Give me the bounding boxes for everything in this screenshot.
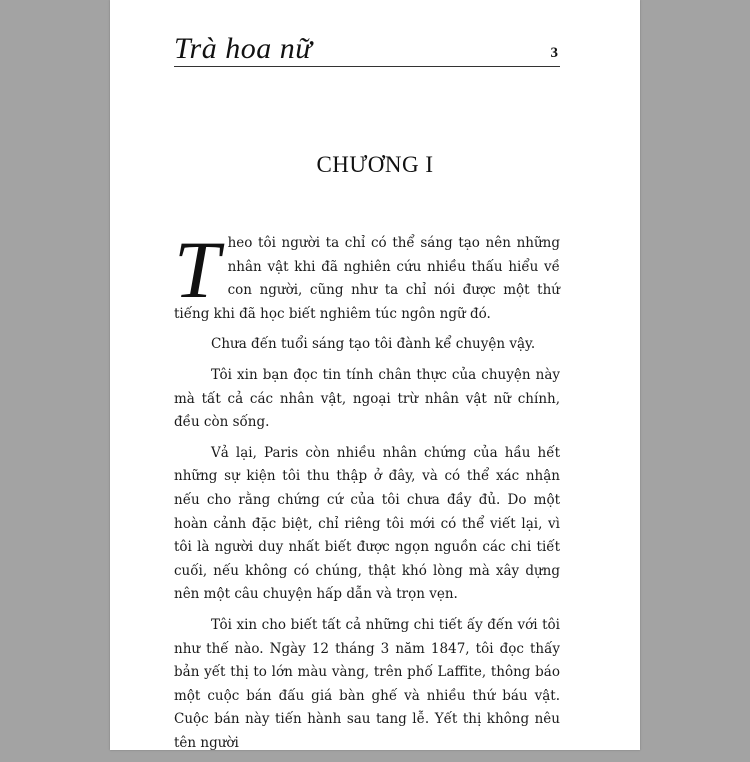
- book-title: Trà hoa nữ: [174, 32, 313, 65]
- paragraph-3: Tôi xin bạn đọc tin tính chân thực của chuyện này mà tất cả các nhân vật, ngoại trừ nhân vật nữ chính, đều còn sống.: [174, 366, 560, 431]
- paragraph-2: Chưa đến tuổi sáng tạo tôi đành kể chuyện vậy.: [211, 336, 536, 353]
- page-number: 3: [550, 45, 558, 61]
- page-header: [174, 34, 560, 66]
- paragraph-4: Vả lại, Paris còn nhiều nhân chứng của hầu hết những sự kiện tôi thu thập ở đây, và có thể xác nhận nếu cho rằng chứng cứ của tôi chưa đầy đủ. Do một hoàn cảnh đặc biệt, chỉ riêng tôi mới có thể viết lại, vì tôi là người duy nhất biết được ngọn nguồn các chi tiết cuối, nếu không có chúng, thật khó lòng mà xây dựng nên một câu chuyện hấp dẫn và trọn vẹn.: [174, 444, 560, 603]
- paragraph-1-text: heo tôi người ta chỉ có thể sáng tạo nên những nhân vật khi đã nghiên cứu nhiều thấu hiểu về con người, cũng như ta chỉ nói được một thứ tiếng khi đã học biết nghiêm túc ngôn ngữ đó.: [174, 235, 560, 322]
- chapter-body: [174, 224, 560, 762]
- paragraph-5: Tôi xin cho biết tất cả những chi tiết ấy đến với tôi như thế nào. Ngày 12 tháng 3 năm 1847, tôi đọc thấy bản yết thị to lớn màu vàng, trên phố Laffite, thông báo một cuộc bán đấu giá bàn ghế và nhiều thứ báu vật. Cuộc bán này tiến hành sau tang lễ. Yết thị không nêu tên người: [174, 616, 560, 751]
- paragraph-1: [174, 224, 560, 326]
- header-divider: [174, 66, 560, 67]
- chapter-title: CHƯƠNG I: [316, 152, 434, 177]
- book-page: [110, 0, 640, 750]
- drop-cap: T: [174, 224, 220, 315]
